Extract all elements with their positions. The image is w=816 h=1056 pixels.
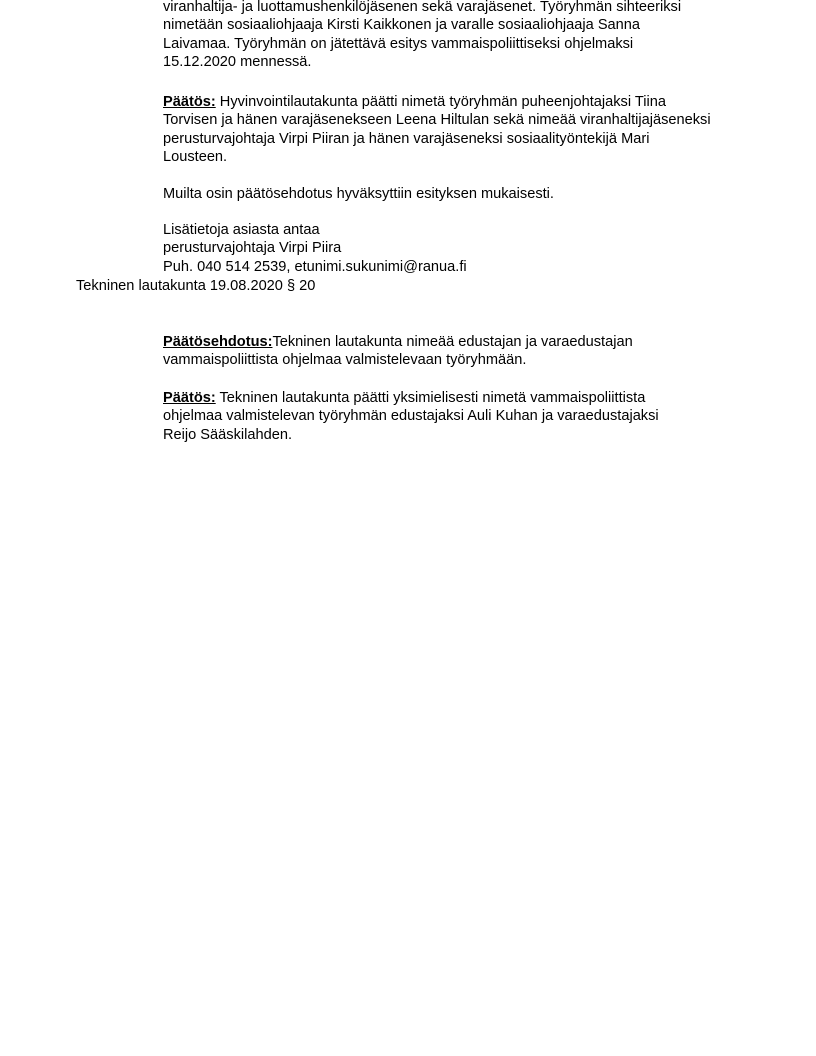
intro-line: Laivamaa. Työryhmän on jätettävä esitys vammaispoliittiseksi ohjelmaksi [163, 35, 634, 52]
decision-line: ohjelmaa valmistelevan työryhmän edustajaksi Auli Kuhan ja varaedustajaksi [163, 408, 659, 425]
intro-line: nimetään sosiaaliohjaaja Kirsti Kaikkonen ja varalle sosiaaliohjaaja Sanna [163, 17, 641, 34]
decision-text: Hyvinvointilautakunta päätti nimetä työryhmän puheenjohtajaksi Tiina [219, 94, 666, 110]
intro-paragraph [163, 0, 743, 72]
proposal-label: Päätösehdotus: [163, 334, 273, 350]
section-heading: Tekninen lautakunta 19.08.2020 § 20 [76, 278, 316, 294]
decision-paragraph-2 [163, 389, 743, 444]
proposal-line: vammaispoliittista ohjelmaa valmistelevaan työryhmään. [163, 352, 527, 369]
decision-line [163, 389, 743, 407]
decision-line: perusturvajohtaja Virpi Piiran ja hänen varajäseneksi sosiaalityöntekijä Mari [163, 130, 650, 147]
otherwise-paragraph [163, 185, 743, 203]
decision-text: Tekninen lautakunta päätti yksimielisesti nimetä vammaispoliittista [219, 390, 646, 406]
proposal-line [163, 333, 743, 351]
contact-line: perusturvajohtaja Virpi Piira [163, 240, 342, 257]
decision-line: Reijo Sääskilahden. [163, 426, 292, 443]
otherwise-text: Muilta osin päätösehdotus hyväksyttiin esityksen mukaisesti. [163, 186, 554, 202]
decision-paragraph-1 [163, 93, 743, 167]
decision-label: Päätös: [163, 390, 216, 406]
decision-line [163, 93, 743, 111]
decision-line: Lousteen. [163, 149, 228, 166]
decision-line: Torvisen ja hänen varajäsenekseen Leena Hiltulan sekä nimeää viranhaltijajäseneksi [163, 112, 711, 129]
decision-label: Päätös: [163, 94, 216, 110]
proposal-paragraph [163, 333, 743, 370]
intro-line: viranhaltija- ja luottamushenkilöjäsenen sekä varajäsenet. Työryhmän sihteeriksi [163, 0, 682, 15]
contact-info [163, 221, 743, 276]
intro-line: 15.12.2020 mennessä. [163, 54, 312, 71]
contact-line: Lisätietoja asiasta antaa [163, 222, 320, 238]
contact-line: Puh. 040 514 2539, etunimi.sukunimi@ranua.fi [163, 258, 467, 275]
proposal-text: Tekninen lautakunta nimeää edustajan ja varaedustajan [272, 334, 633, 350]
